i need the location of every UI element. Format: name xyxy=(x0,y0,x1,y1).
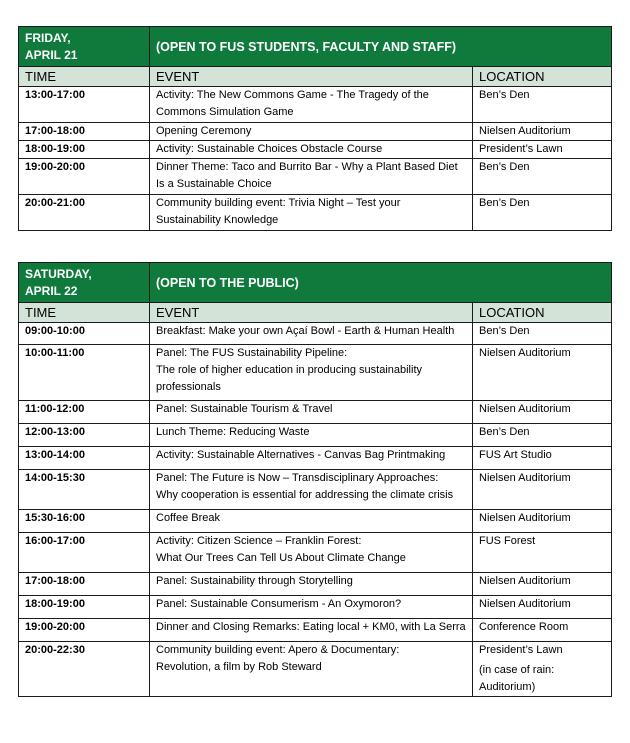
event-text: The role of higher education in producing sustainability xyxy=(156,364,422,376)
location-cell xyxy=(473,141,612,159)
schedule-row xyxy=(19,424,612,447)
friday-day: FRIDAY, xyxy=(25,30,71,45)
event-text: Community building event: Apero & Documentary: xyxy=(156,644,400,656)
event-text: Activity: Sustainable Choices Obstacle Course xyxy=(156,143,383,155)
event-text: professionals xyxy=(156,381,221,393)
event-cell xyxy=(150,401,473,424)
schedule-row xyxy=(19,573,612,596)
location-text: President’s Lawn xyxy=(479,143,563,155)
time-cell: 18:00-19:00 xyxy=(19,141,150,159)
friday-time-header: TIME xyxy=(19,67,150,87)
time-cell: 09:00-10:00 xyxy=(19,323,150,345)
saturday-date: APRIL 22 xyxy=(25,283,78,298)
friday-rows xyxy=(19,87,612,231)
time-cell: 18:00-19:00 xyxy=(19,596,150,619)
schedule-row xyxy=(19,87,612,123)
friday-schedule-table xyxy=(18,26,612,231)
event-text: Is a Sustainable Choice xyxy=(156,178,272,190)
time-cell: 17:00-18:00 xyxy=(19,573,150,596)
location-text: Ben’s Den xyxy=(479,89,530,101)
friday-header-row xyxy=(19,67,612,87)
schedule-row xyxy=(19,596,612,619)
event-text: Opening Ceremony xyxy=(156,125,252,137)
schedule-row xyxy=(19,141,612,159)
location-text: FUS Art Studio xyxy=(479,449,552,461)
time-cell: 17:00-18:00 xyxy=(19,123,150,141)
time-cell: 16:00-17:00 xyxy=(19,533,150,573)
time-cell: 19:00-20:00 xyxy=(19,159,150,195)
saturday-day: SATURDAY, xyxy=(25,266,92,281)
saturday-audience-note: (OPEN TO THE PUBLIC) xyxy=(150,263,612,303)
schedule-row xyxy=(19,323,612,345)
event-text: Activity: Sustainable Alternatives - Canvas Bag Printmaking xyxy=(156,449,446,461)
schedule-row xyxy=(19,123,612,141)
time-cell: 13:00-17:00 xyxy=(19,87,150,123)
event-text: Dinner Theme: Taco and Burrito Bar - Why a Plant Based Diet xyxy=(156,161,458,173)
time-cell: 19:00-20:00 xyxy=(19,619,150,642)
event-text: Panel: The Future is Now – Transdisciplinary Approaches: xyxy=(156,472,439,484)
location-cell xyxy=(473,642,612,697)
location-cell xyxy=(473,323,612,345)
location-text: Auditorium) xyxy=(479,681,536,693)
time-cell: 13:00-14:00 xyxy=(19,447,150,470)
event-cell xyxy=(150,596,473,619)
saturday-event-header: EVENT xyxy=(150,303,473,323)
event-text: Coffee Break xyxy=(156,512,221,524)
location-cell xyxy=(473,123,612,141)
event-cell xyxy=(150,447,473,470)
location-text: Nielsen Auditorium xyxy=(479,472,571,484)
location-text: Ben’s Den xyxy=(479,197,530,209)
event-cell xyxy=(150,141,473,159)
location-cell xyxy=(473,401,612,424)
event-text: Panel: Sustainability through Storytelling xyxy=(156,575,353,587)
event-cell xyxy=(150,424,473,447)
location-cell xyxy=(473,345,612,401)
event-cell xyxy=(150,533,473,573)
location-cell xyxy=(473,470,612,510)
saturday-time-header: TIME xyxy=(19,303,150,323)
event-cell xyxy=(150,642,473,697)
location-cell xyxy=(473,159,612,195)
event-cell xyxy=(150,345,473,401)
time-cell: 15:30-16:00 xyxy=(19,510,150,533)
schedule-row xyxy=(19,619,612,642)
event-text: Breakfast: Make your own Açaí Bowl - Earth & Human Health xyxy=(156,325,455,337)
time-cell: 11:00-12:00 xyxy=(19,401,150,424)
time-cell: 10:00-11:00 xyxy=(19,345,150,401)
schedule-row xyxy=(19,345,612,401)
event-text: Panel: Sustainable Tourism & Travel xyxy=(156,403,333,415)
location-cell xyxy=(473,510,612,533)
saturday-schedule-table xyxy=(18,262,612,697)
location-cell xyxy=(473,447,612,470)
event-cell xyxy=(150,510,473,533)
saturday-title-row xyxy=(19,263,612,303)
location-text: Ben’s Den xyxy=(479,426,530,438)
event-text: Activity: Citizen Science – Franklin Forest: xyxy=(156,535,362,547)
event-text: What Our Trees Can Tell Us About Climate Change xyxy=(156,552,406,564)
location-text: Nielsen Auditorium xyxy=(479,125,571,137)
event-cell xyxy=(150,619,473,642)
location-text: (in case of rain: xyxy=(479,664,555,676)
event-text: Community building event: Trivia Night – Test your xyxy=(156,197,401,209)
time-cell: 12:00-13:00 xyxy=(19,424,150,447)
location-text: Nielsen Auditorium xyxy=(479,575,571,587)
location-cell xyxy=(473,619,612,642)
location-text: Nielsen Auditorium xyxy=(479,403,571,415)
event-cell xyxy=(150,195,473,231)
location-text: Ben’s Den xyxy=(479,161,530,173)
schedule-row xyxy=(19,401,612,424)
location-text: Nielsen Auditorium xyxy=(479,598,571,610)
schedule-row xyxy=(19,195,612,231)
friday-location-header: LOCATION xyxy=(473,67,612,87)
time-cell: 14:00-15:30 xyxy=(19,470,150,510)
schedule-row xyxy=(19,642,612,697)
schedule-row xyxy=(19,533,612,573)
event-cell xyxy=(150,159,473,195)
friday-date: APRIL 21 xyxy=(25,47,78,62)
friday-event-header: EVENT xyxy=(150,67,473,87)
friday-audience-note: (OPEN TO FUS STUDENTS, FACULTY AND STAFF) xyxy=(150,27,612,67)
location-text: Ben’s Den xyxy=(479,325,530,337)
event-cell xyxy=(150,573,473,596)
schedule-row xyxy=(19,470,612,510)
saturday-day-cell xyxy=(19,263,150,303)
event-text: Activity: The New Commons Game - The Tragedy of the xyxy=(156,89,429,101)
schedule-row xyxy=(19,510,612,533)
event-text: Revolution, a film by Rob Steward xyxy=(156,661,322,673)
event-text: Commons Simulation Game xyxy=(156,106,294,118)
location-cell xyxy=(473,573,612,596)
time-cell: 20:00-22:30 xyxy=(19,642,150,697)
location-text: Conference Room xyxy=(479,621,569,633)
event-text: Lunch Theme: Reducing Waste xyxy=(156,426,310,438)
location-text: FUS Forest xyxy=(479,535,536,547)
event-text: Panel: The FUS Sustainability Pipeline: xyxy=(156,347,348,359)
event-text: Panel: Sustainable Consumerism - An Oxymoron? xyxy=(156,598,402,610)
location-cell xyxy=(473,424,612,447)
location-text: Nielsen Auditorium xyxy=(479,347,571,359)
event-cell xyxy=(150,470,473,510)
schedule-row xyxy=(19,447,612,470)
location-cell xyxy=(473,87,612,123)
friday-day-cell xyxy=(19,27,150,67)
location-cell xyxy=(473,533,612,573)
location-cell xyxy=(473,596,612,619)
saturday-header-row xyxy=(19,303,612,323)
saturday-rows xyxy=(19,323,612,697)
time-cell: 20:00-21:00 xyxy=(19,195,150,231)
location-text: Nielsen Auditorium xyxy=(479,512,571,524)
friday-title-row xyxy=(19,27,612,67)
event-cell xyxy=(150,87,473,123)
saturday-location-header: LOCATION xyxy=(473,303,612,323)
location-text: President’s Lawn xyxy=(479,644,563,656)
event-text: Dinner and Closing Remarks: Eating local + KM0, with La Serra xyxy=(156,621,466,633)
location-cell xyxy=(473,195,612,231)
event-text: Sustainability Knowledge xyxy=(156,214,279,226)
event-cell xyxy=(150,123,473,141)
event-cell xyxy=(150,323,473,345)
event-text: Why cooperation is essential for addressing the climate crisis xyxy=(156,489,454,501)
schedule-row xyxy=(19,159,612,195)
